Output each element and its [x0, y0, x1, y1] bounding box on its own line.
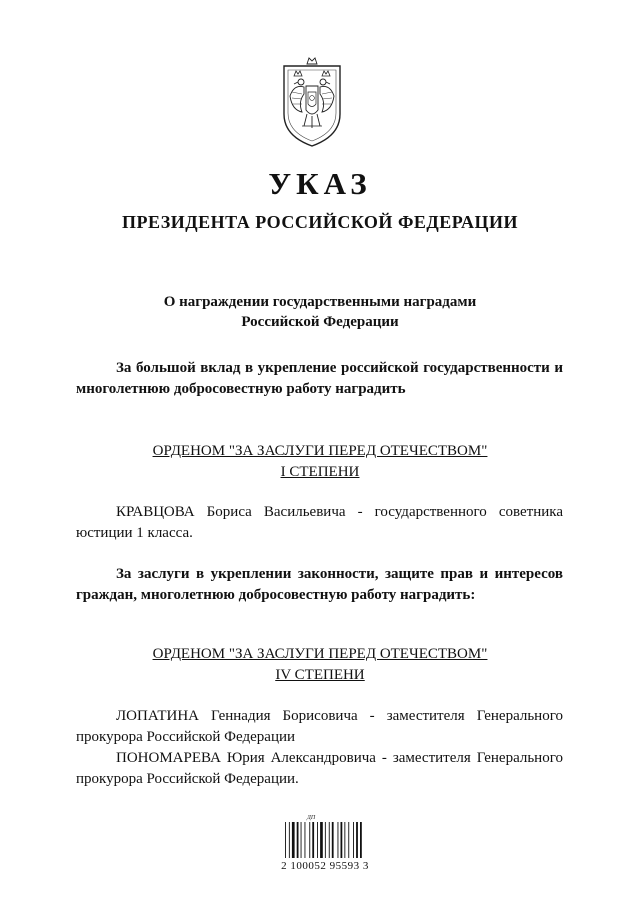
decree-heading-line2: Российской Федерации: [241, 314, 399, 330]
decree-subtitle: ПРЕЗИДЕНТА РОССИЙСКОЙ ФЕДЕРАЦИИ: [122, 212, 518, 232]
order-2-title: [0, 644, 640, 686]
award-2: ЛОПАТИНА Геннадия Борисовича - заместителя Генерального прокурора Российской Федерации: [76, 708, 563, 745]
barcode-mark: ДП: [307, 815, 316, 821]
decree-heading-line1: О награждении государственными наградами: [163, 294, 477, 310]
coat-of-arms-emblem: [280, 54, 344, 148]
order-2-line2: IV СТЕПЕНИ: [275, 667, 365, 683]
order-1-line2: I СТЕПЕНИ: [280, 464, 360, 480]
clause-1: За большой вклад в укрепление российской государственности и многолетнюю добросовестную работу наградить: [76, 360, 563, 397]
barcode-number: 2 100052 95593 3: [281, 860, 369, 872]
decree-heading: [0, 292, 640, 332]
award-1: КРАВЦОВА Бориса Васильевича - государственного советника юстиции 1 класса.: [76, 504, 563, 541]
award-3: ПОНОМАРЕВА Юрия Александровича - заместителя Генерального прокурора Российской Федерации.: [76, 750, 563, 787]
clause-2: За заслуги в укреплении законности, защите прав и интересов граждан, многолетнюю добросовестную работу наградить:: [76, 566, 563, 603]
barcode-icon: [283, 812, 363, 862]
decree-title: УКАЗ: [268, 166, 372, 201]
order-1-title: [0, 441, 640, 483]
order-1-line1: ОРДЕНОМ "ЗА ЗАСЛУГИ ПЕРЕД ОТЕЧЕСТВОМ": [152, 443, 488, 459]
order-2-line1: ОРДЕНОМ "ЗА ЗАСЛУГИ ПЕРЕД ОТЕЧЕСТВОМ": [152, 646, 488, 662]
